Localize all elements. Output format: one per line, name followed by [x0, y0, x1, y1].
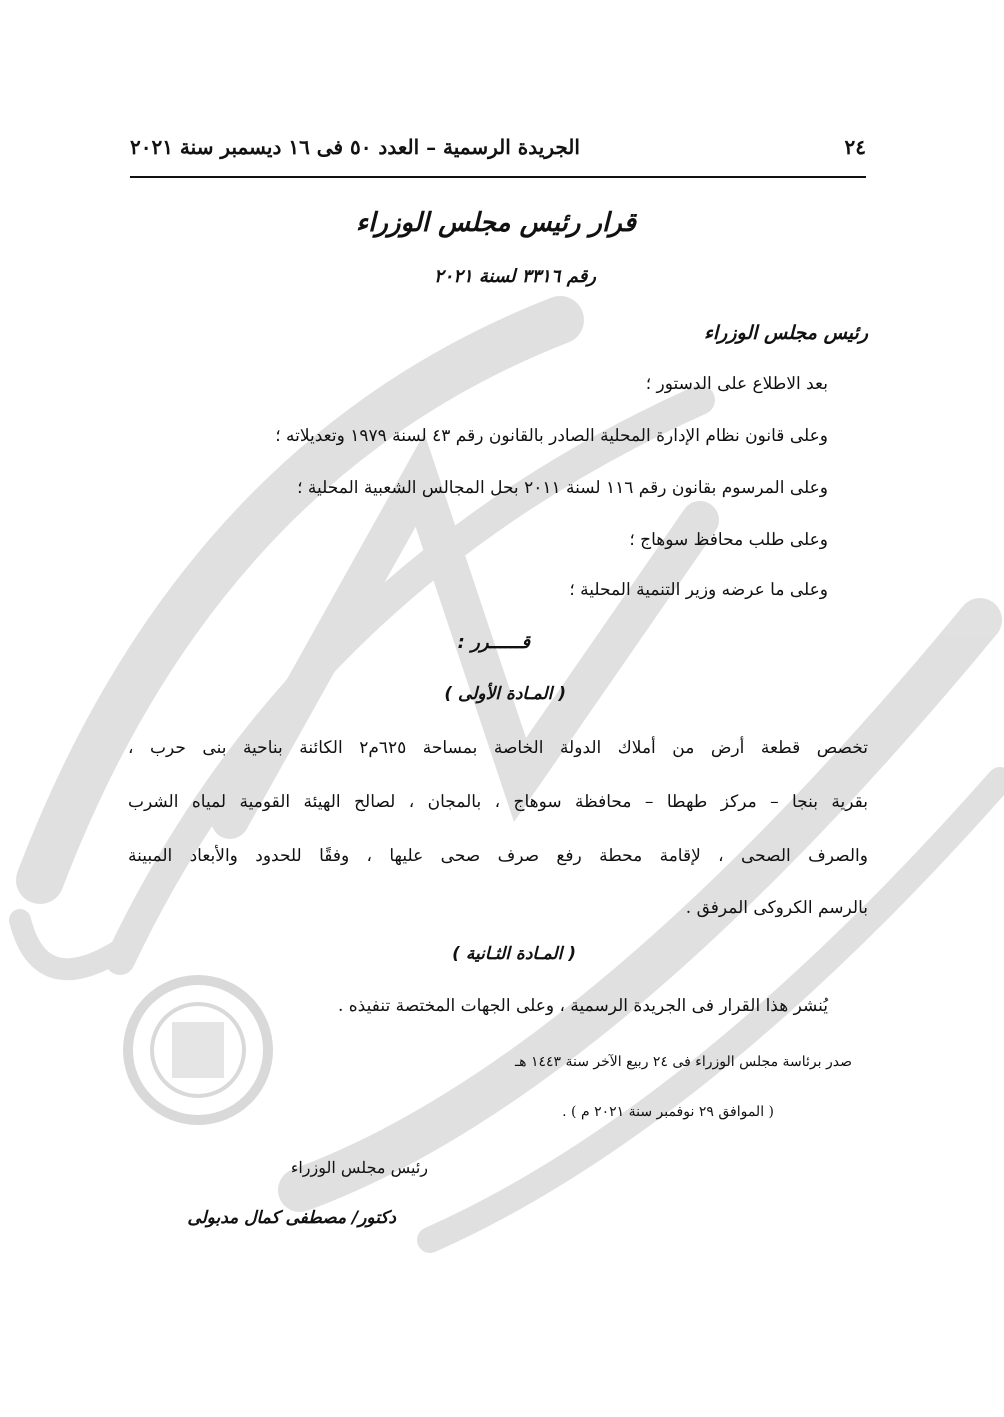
signatory-name: دكتور/ مصطفى كمال مدبولى: [187, 1208, 396, 1228]
preamble-line: وعلى طلب محافظ سوهاج ؛: [629, 530, 828, 550]
preamble-line: وعلى المرسوم بقانون رقم ١١٦ لسنة ٢٠١١ بحل المجالس الشعبية المحلية ؛: [297, 478, 828, 498]
article-1-last-line: بالرسم الكروكى المرفق .: [685, 898, 868, 918]
preamble-line: وعلى ما عرضه وزير التنمية المحلية ؛: [569, 580, 828, 600]
issuer-heading: رئيس مجلس الوزراء: [703, 322, 868, 344]
decree-title: قرار رئيس مجلس الوزراء: [355, 208, 636, 238]
issued-date: صدر برئاسة مجلس الوزراء فى ٢٤ ربيع الآخر سنة ١٤٤٣ هـ: [515, 1054, 852, 1070]
preamble-line: وعلى قانون نظام الإدارة المحلية الصادر بالقانون رقم ٤٣ لسنة ١٩٧٩ وتعديلاته ؛: [275, 426, 828, 446]
article-2-heading: ( المـادة الثـانية ): [452, 944, 576, 964]
page-number: ٢٤: [844, 135, 866, 159]
decided-label: قــــــرر :: [457, 632, 530, 653]
decree-number: رقم ٣٣١٦ لسنة ٢٠٢١: [433, 266, 596, 287]
header-divider: [130, 176, 866, 178]
page-header: [130, 130, 866, 164]
gazette-issue-line: الجريدة الرسمية – العدد ٥٠ فى ١٦ ديسمبر سنة ٢٠٢١: [130, 135, 580, 159]
article-1-heading: ( المـادة الأولى ): [444, 684, 566, 704]
article-1-line: تخصص قطعة أرض من أملاك الدولة الخاصة بمساحة ٦٢٥م٢ الكائنة بناحية بنى حرب ،: [128, 738, 868, 758]
signatory-title: رئيس مجلس الوزراء: [290, 1158, 428, 1177]
preamble-line: بعد الاطلاع على الدستور ؛: [645, 374, 828, 394]
article-1-line: بقرية بنجا – مركز طهطا – محافظة سوهاج ، بالمجان ، لصالح الهيئة القومية لمياه الشرب: [128, 792, 868, 812]
gregorian-date: ( الموافق ٢٩ نوفمبر سنة ٢٠٢١ م ) .: [562, 1104, 774, 1120]
article-1-line: والصرف الصحى ، لإقامة محطة رفع صرف صحى عليها ، وفقًا للحدود والأبعاد المبينة: [128, 846, 868, 866]
article-2-text: يُنشر هذا القرار فى الجريدة الرسمية ، وعلى الجهات المختصة تنفيذه .: [337, 996, 828, 1016]
